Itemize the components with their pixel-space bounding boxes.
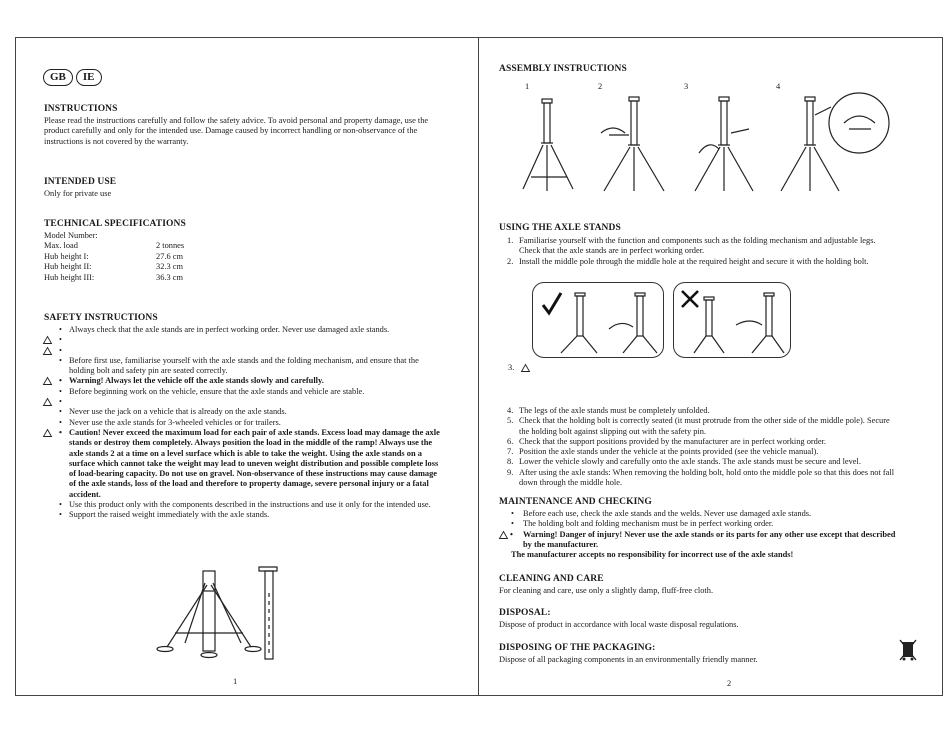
safety-item-text: Warning! Always let the vehicle off the axle stands slowly and carefully. [69,376,324,386]
safety-item-text: stands or destroy them completely. Always position the load in the middle of the ramp! Always use the [69,438,433,448]
spec-key: Max. load [44,241,78,251]
page-number: 1 [233,676,238,686]
spec-row [44,273,184,283]
safety-item [43,418,473,428]
item-text: Familiarise yourself with the function and components such as the folding mechanism and adjustable legs. [519,236,876,245]
safety-item-text: Support the raised weight immediately with the axle stands. [69,510,270,520]
item-number: 6. [507,436,514,446]
using-item [499,416,939,426]
intended-use-heading: INTENDED USE [44,177,117,187]
warning-triangle-icon [521,364,530,372]
using-item [499,447,939,457]
bullet: • [511,509,514,518]
safety-item-text: of load-bearing capacity. Do not use on gravel. Non-observance of these instructions may cause damage [69,469,438,479]
safety-item-text: Before beginning work on the vehicle, ensure that the axle stands and vehicle are stable. [69,386,365,396]
item-number: 5. [507,416,514,426]
cleaning-heading: CLEANING AND CARE [499,574,604,584]
safety-item [43,407,473,417]
spec-value: 36.3 cm [156,272,183,282]
item-text: the holding bolt against slipping out with the safety pin. [519,426,707,436]
assembly-step-label: 1 [525,82,530,91]
step-3-label: 3. [508,363,515,372]
safety-item-text: Use this product only with the components described in the instructions and use it only for the intended use. [69,500,431,510]
safety-item [43,510,473,520]
safety-item-text: surface which cannot take the weight may lead to uneven weight distribution and possible complete loss [69,458,439,468]
warning-triangle-icon [43,429,52,437]
safety-item-continued [43,438,473,448]
warning-triangle-icon [499,531,508,539]
using-item [499,236,929,246]
item-text: The holding bolt and folding mechanism must be in perfect working order. [523,519,774,529]
safety-item-text: Caution! Never exceed the maximum load for each pair of axle stands. Excess load may damage the axle [69,427,440,437]
instructions-heading: INSTRUCTIONS [44,104,118,114]
using-item-continued [499,246,929,256]
cleaning-text: For cleaning and care, use only a slightly damp, fluff-free cloth. [499,586,714,595]
maintenance-heading: MAINTENANCE AND CHECKING [499,497,652,507]
safety-item-continued [43,469,473,479]
bullet: • [59,355,62,365]
bullet: • [59,335,62,345]
bullet: • [511,519,514,529]
item-text: Before each use, check the axle stands and the welds. Never use damaged axle stands. [523,509,812,518]
safety-item [43,325,473,335]
using-heading: USING THE AXLE STANDS [499,223,621,233]
spec-key: Hub height I: [44,251,89,261]
page-number: 2 [727,678,732,688]
item-number: 7. [507,447,514,457]
bullet: • [59,345,62,355]
safety-item-continued [43,459,473,469]
using-item [499,457,939,467]
warning-triangle-icon [43,336,52,344]
bullet: • [59,500,62,510]
incorrect-usage-illustration [680,289,786,353]
bullet: • [59,417,62,427]
item-text: The legs of the axle stands must be completely unfolded. [519,406,710,415]
using-item-continued [499,478,939,488]
intended-use-text: Only for private use [44,189,112,198]
checkmark-icon [543,293,561,313]
spec-key: Hub height III: [44,272,95,282]
item-text: Check that the support positions provided by the manufacturer are in perfect working order. [519,436,826,446]
bullet: • [510,529,513,539]
cross-icon [682,291,698,307]
bullet: • [59,397,62,407]
safety-item-continued [43,479,473,489]
using-item [499,437,939,447]
instructions-line: instructions is not covered by the warranty. [44,136,189,146]
item-number: 8. [507,457,514,467]
incorrect-usage-panel [673,282,791,358]
maintenance-list [499,509,939,560]
safety-item-text: Never use the axle stands for 3-wheeled vehicles or for trailers. [69,417,281,427]
country-code-gb: GB [43,69,73,86]
packaging-heading: DISPOSING OF THE PACKAGING: [499,643,656,653]
tech-specs-heading: TECHNICAL SPECIFICATIONS [44,219,186,229]
maintenance-item-continued [499,540,939,550]
using-item [499,257,929,267]
assembly-step-label: 3 [684,82,689,91]
item-text: by the manufacturer. [523,539,599,549]
using-item-continued [499,427,939,437]
item-text: Install the middle pole through the middle hole at the required height and secure it with the holding bolt. [519,256,869,266]
axle-stand-illustration [155,563,295,663]
disposal-heading: DISPOSAL: [499,608,551,618]
safety-item-text: holding bolt and safety pin are seated correctly. [69,366,228,376]
instructions-line: Please read the instructions carefully and follow the safety advice. To avoid personal and property damage, use the [44,116,429,125]
country-code-ie: IE [76,69,102,86]
safety-item-continued [43,449,473,459]
safety-item [43,335,473,345]
safety-list [43,325,473,521]
spec-key: Hub height II: [44,262,92,272]
warning-triangle-icon [43,377,52,385]
assembly-step-label: 2 [598,82,603,91]
item-number: 9. [507,467,514,477]
manufacturer-note [499,550,939,560]
spec-value: 27.6 cm [156,251,183,261]
disposal-text: Dispose of product in accordance with local waste disposal regulations. [499,620,739,629]
using-item [499,406,939,416]
instructions-line: product carefully and only for the intended use. Damage caused by incorrect handling or non-observance of the [44,126,418,136]
using-list-top [499,236,929,267]
spec-value: 32.3 cm [156,262,183,272]
safety-item-continued [43,490,473,500]
bullet: • [59,510,62,520]
safety-item-text: Never use the jack on a vehicle that is already on the axle stands. [69,407,287,417]
safety-item [43,397,473,407]
safety-item [43,356,473,366]
safety-item-text: Before first use, familiarise yourself with the axle stands and the folding mechanism, and ensure that the [69,355,419,365]
item-number: 1. [507,236,514,245]
maintenance-item [499,519,939,529]
bullet: • [59,407,62,417]
safety-item-text: Always check that the axle stands are in perfect working order. Never use damaged axle stands. [69,325,390,334]
maintenance-item [499,530,939,540]
assembly-illustration [509,93,929,203]
assembly-step-label: 4 [776,82,781,91]
item-text: After using the axle stands: When removing the holding bolt, hold onto the middle pole so that this does not fall [519,467,895,477]
item-text: Warning! Danger of injury! Never use the axle stands or its parts for any other use except that described [523,529,896,539]
item-number: 2. [507,256,514,266]
safety-item [43,387,473,397]
item-text: The manufacturer accepts no responsibility for incorrect use of the axle stands! [511,550,794,560]
safety-heading: SAFETY INSTRUCTIONS [44,313,158,323]
left-page [15,37,478,696]
warning-triangle-icon [43,398,52,406]
bullet: • [59,427,62,437]
spec-row [44,252,184,262]
spec-value: 2 tonnes [156,241,185,251]
using-list-bottom [499,406,939,488]
item-text: down through the middle hole. [519,478,623,488]
assembly-heading: ASSEMBLY INSTRUCTIONS [499,64,627,74]
bullet: • [59,376,62,386]
safety-item-text: of the axle stands, loss of the load and therefore to property damage, severe personal injury or a fatal [69,479,429,489]
spec-row [44,262,184,272]
warning-triangle-icon [43,347,52,355]
safety-item [43,500,473,510]
using-item [499,468,939,478]
bullet: • [59,325,62,334]
item-text: Check that the axle stands are in perfect working order. [519,246,705,256]
safety-item [43,428,473,438]
safety-item-continued [43,366,473,376]
item-number: 4. [507,406,514,415]
correct-usage-illustration [539,289,659,353]
spec-row [44,241,184,251]
maintenance-item [499,509,939,519]
right-page [479,37,943,696]
instructions-text [44,116,474,147]
item-text: Lower the vehicle slowly and carefully onto the axle stands. The axle stands must be secure and level. [519,457,861,467]
safety-item [43,346,473,356]
safety-item-text: accident. [69,489,101,499]
model-number-label: Model Number: [44,231,98,240]
tech-specs-table [44,231,184,283]
packaging-text: Dispose of all packaging components in an environmentally friendly manner. [499,655,758,664]
country-codes [43,69,102,86]
item-text: Check that the holding bolt is correctly seated (it must protrude from the other side of the middle pole). Secure [519,416,890,426]
safety-item-text: axle stands 2 at a time on a level surface which is able to take the weight. Using the axle stands on a [69,448,422,458]
crossed-out-bin-icon [899,639,917,661]
item-text: Position the axle stands under the vehicle at the points provided (see the vehicle manual). [519,447,819,457]
bullet: • [59,386,62,396]
safety-item [43,376,473,386]
correct-usage-panel [532,282,664,358]
